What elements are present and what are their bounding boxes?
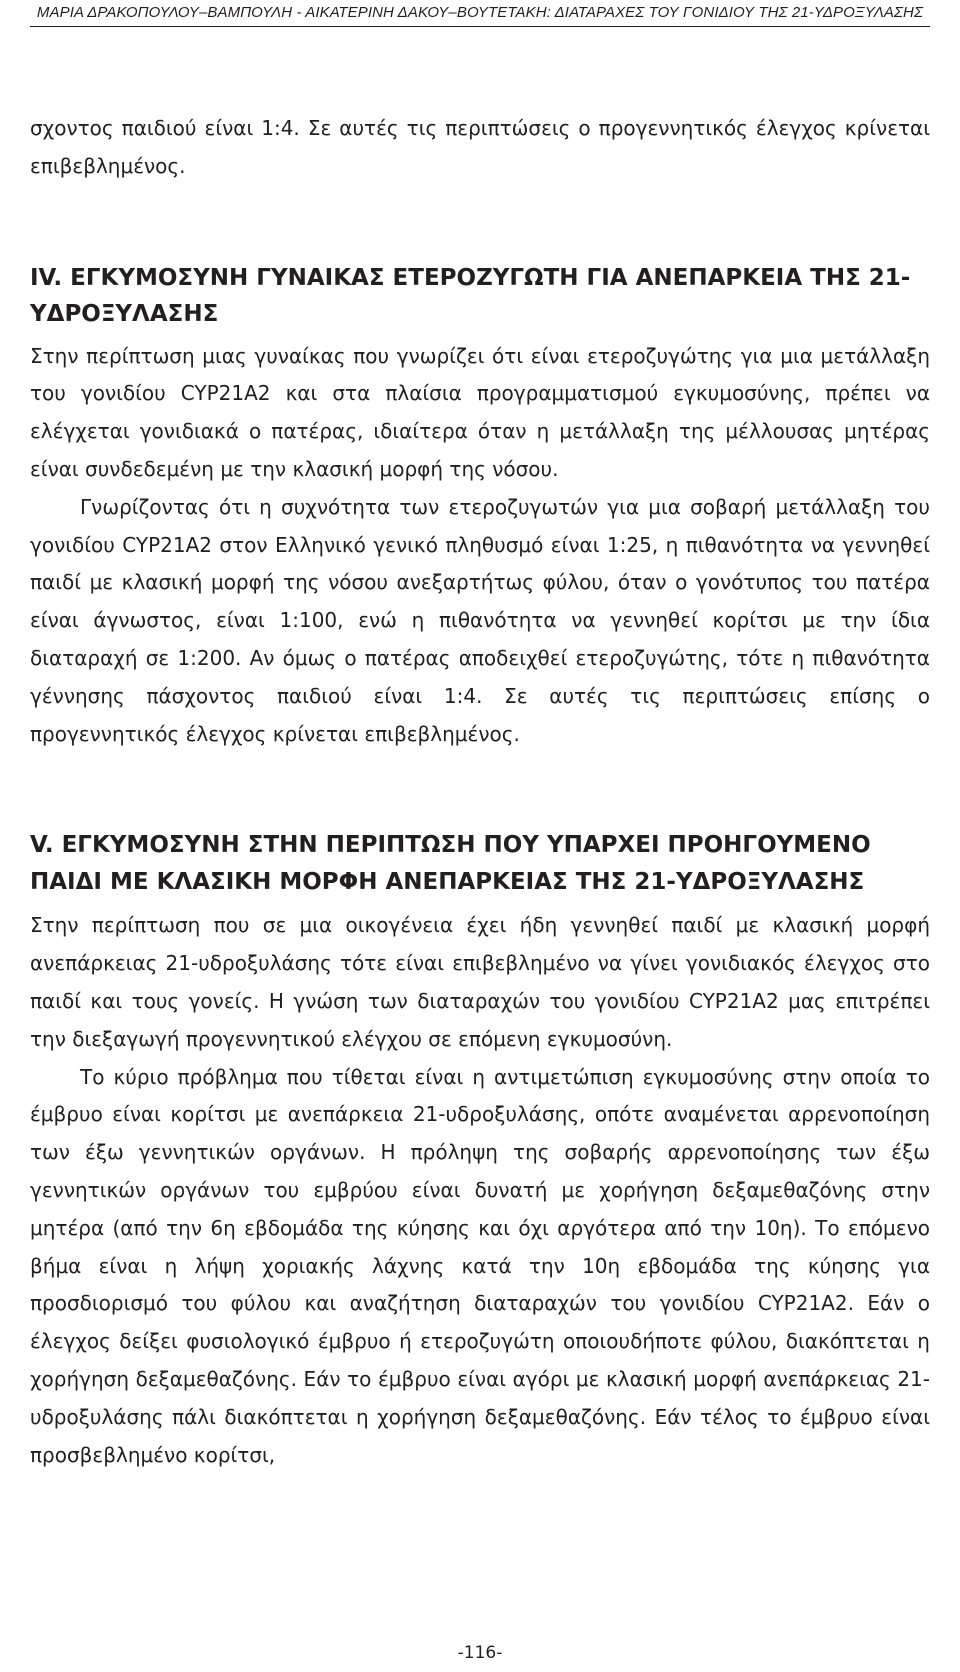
header-rule	[30, 26, 930, 27]
intro-paragraph: σχοντος παιδιού είναι 1:4. Σε αυτές τις περιπτώσεις ο προγεννητικός έλεγχος κρίνεται επιβεβλημένος.	[30, 116, 930, 178]
section-v-heading: V. ΕΓΚΥΜΟΣΥΝΗ ΣΤΗΝ ΠΕΡΙΠΤΩΣΗ ΠΟΥ ΥΠΑΡΧΕΙ ΠΡΟΗΓΟΥΜΕΝΟ ΠΑΙΔΙ ΜΕ ΚΛΑΣΙΚΗ ΜΟΡΦΗ ΑΝΕΠΑΡΚΕΙΑΣ ΤΗΣ 21-ΥΔΡΟΞΥΛΑΣΗΣ	[30, 832, 871, 895]
section-iv-paragraph-1: Στην περίπτωση μιας γυναίκας που γνωρίζει ότι είναι ετεροζυγώτης για μια μετάλλαξη του γονιδίου CYP21A2 και στα πλαίσια προγραμματισμού εγκυμοσύνης, πρέπει να ελέγχεται γονιδιακά ο πατέρας, ιδιαίτερα όταν η μετάλλαξη της μέλλουσας μητέρας είναι συνδεδεμένη με την κλασική μορφή της νόσου.	[30, 343, 930, 481]
section-v-paragraph-2: Το κύριο πρόβλημα που τίθεται είναι η αντιμετώπιση εγκυμοσύνης στην οποία το έμβρυο είναι κορίτσι με ανεπάρκεια 21-υδροξυλάσης, οπότε αναμένεται αρρενοποίηση των έξω γεννητικών οργάνων. Η πρόληψη της σοβαρής αρρενοποίησης των έξω γεννητικών οργάνων του εμβρύου είναι δυνατή με χορήγηση δεξαμεθαζόνης στην μητέρα (από την 6η εβδομάδα της κύησης και όχι αργότερα από την 10η). Το επόμενο βήμα είναι η λήψη χοριακής λάχνης κατά την 10η εβδομάδα της κύησης για προσδιορισμό του φύλου και αναζήτηση διαταραχών του γονιδίου CYP21A2. Εάν ο έλεγχος δείξει φυσιολογικό έμβρυο ή ετεροζυγώτη οποιουδήποτε φύλου, διακόπτεται η χορήγηση δεξαμεθαζόνης. Εάν το έμβρυο είναι αγόρι με κλασική μορφή ανεπάρκειας 21-υδροξυλάσης πάλι διακόπτεται η χορήγηση δεξαμεθαζόνης. Εάν τέλος το έμβρυο είναι προσβεβλημένο κορίτσι,	[30, 1064, 930, 1467]
section-iv-heading: IV. ΕΓΚΥΜΟΣΥΝΗ ΓΥΝΑΙΚΑΣ ΕΤΕΡΟΖΥΓΩΤΗ ΓΙΑ ΑΝΕΠΑΡΚΕΙΑ ΤΗΣ 21-ΥΔΡΟΞΥΛΑΣΗΣ	[30, 264, 911, 328]
section-v-paragraph-1: Στην περίπτωση που σε μια οικογένεια έχει ήδη γεννηθεί παιδί με κλασική μορφή ανεπάρκειας 21-υδροξυλάσης τότε είναι επιβεβλημένο να γίνει γονιδιακός έλεγχος στο παιδί και τους γονείς. Η γνώση των διαταραχών του γονιδίου CYP21A2 μας επιτρέπει την διεξαγωγή προγεννητικού ελέγχου σε επόμενη εγκυμοσύνη.	[30, 913, 930, 1051]
page-number: -116-	[457, 1643, 503, 1663]
section-iv-paragraph-2: Γνωρίζοντας ότι η συχνότητα των ετεροζυγωτών για μια σοβαρή μετάλλαξη του γονιδίου CYP21A2 στον Ελληνικό γενικό πληθυσμό είναι 1:25, η πιθανότητα να γεννηθεί παιδί με κλασική μορφή της νόσου ανεξαρτήτως φύλου, όταν ο γονότυπος του πατέρα είναι άγνωστος, είναι 1:100, ενώ η πιθανότητα να γεννηθεί κορίτσι με την ίδια διαταραχή σε 1:200. Αν όμως ο πατέρας αποδειχθεί ετεροζυγώτης, τότε η πιθανότητα γέννησης πάσχοντος παιδιού είναι 1:4. Σε αυτές τις περιπτώσεις επίσης ο προγεννητικός έλεγχος κρίνεται επιβεβλημένος.	[30, 494, 930, 746]
running-head: ΜΑΡΙΑ ΔΡΑΚΟΠΟΥΛΟΥ–ΒΑΜΠΟΥΛΗ - ΑΙΚΑΤΕΡΙΝΗ ΔΑΚΟΥ–ΒΟΥΤΕΤΑΚΗ: ΔΙΑΤΑΡΑΧΕΣ ΤΟΥ ΓΟΝΙΔΙΟΥ ΤΗΣ 21-ΥΔΡΟΞΥΛΑΣΗΣ	[36, 4, 924, 21]
body-text	[30, 110, 930, 1474]
